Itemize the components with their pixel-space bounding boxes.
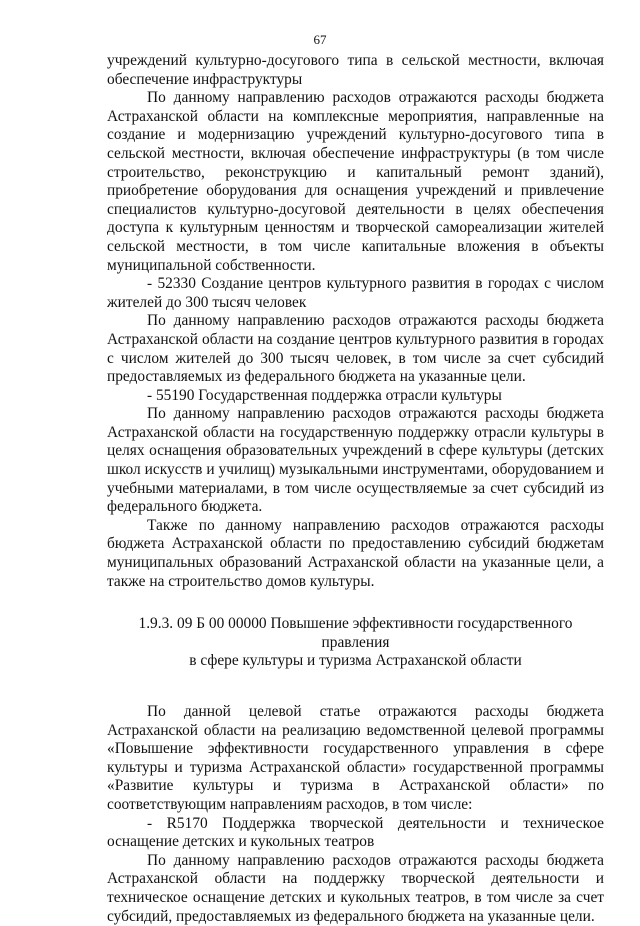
paragraph: По данному направлению расходов отражаются расходы бюджета Астраханской области на создание центров культурного развития в городах с числом жителей до 300 тысяч человек, в том числе за счет субсидий предоставляемых из федерального бюджета на указанные цели. [107, 312, 604, 386]
section-heading-line1: 1.9.3. 09 Б 00 00000 Повышение эффективности государственного правления [138, 615, 573, 651]
section-heading [107, 615, 604, 671]
spacer [107, 591, 604, 615]
page-number: 67 [313, 32, 327, 47]
paragraph-continuation: учреждений культурно-досугового типа в сельской местности, включая обеспечение инфраструктуры [107, 52, 604, 88]
paragraph: По данному направлению расходов отражаются расходы бюджета Астраханской области на государственную поддержку отрасли культуры в целях оснащения образовательных учреждений в сфере культуры (детских школ искусств и училищ) музыкальными инструментами, оборудованием и учебными материалами, в том числе осуществляемые за счет субсидий из федерального бюджета. [107, 405, 604, 516]
budget-item: - 52330 Создание центров культурного развития в городах с числом жителей до 300 тысяч человек [107, 275, 604, 311]
document-body [107, 52, 604, 926]
budget-item: - 55190 Государственная поддержка отрасли культуры [147, 386, 502, 404]
section-heading-line2: в сфере культуры и туризма Астраханской области [189, 652, 522, 670]
paragraph: По данному направлению расходов отражаются расходы бюджета Астраханской области на комплексные мероприятия, направленные на создание и модернизацию учреждений культурно-досугового типа в сельской местности, включая обеспечение инфраструктуры (в том числе строительство, реконструкцию и капитальный ремонт зданий), приобретение оборудования для оснащения учреждений и привлечение специалистов культурно-досуговой деятельности в целях обеспечения доступа к культурным ценностям и творческой самореализации жителей сельской местности, в том числе капитальные вложения в объекты муниципальной собственности. [107, 89, 604, 274]
paragraph: По данному направлению расходов отражаются расходы бюджета Астраханской области на поддержку творческой деятельности и техническое оснащение детских и кукольных театров, в том числе за счет субсидий, предоставляемых из федерального бюджета на указанные цели. [107, 851, 604, 925]
paragraph: Также по данному направлению расходов отражаются расходы бюджета Астраханской области по предоставлению субсидий бюджетам муниципальных образований Астраханской области на указанные цели, а также на строительство домов культуры. [107, 516, 604, 590]
spacer [107, 671, 604, 703]
budget-item: - R5170 Поддержка творческой деятельности и техническое оснащение детских и кукольных театров [107, 814, 604, 851]
paragraph: По данной целевой статье отражаются расходы бюджета Астраханской области на реализацию ведомственной целевой программы «Повышение эффективности государственного управления в сфере культуры и туризма Астраханской области» государственной программы «Развитие культуры и туризма в Астраханской области» по соответствующим направлениям расходов, в том числе: [107, 703, 604, 813]
